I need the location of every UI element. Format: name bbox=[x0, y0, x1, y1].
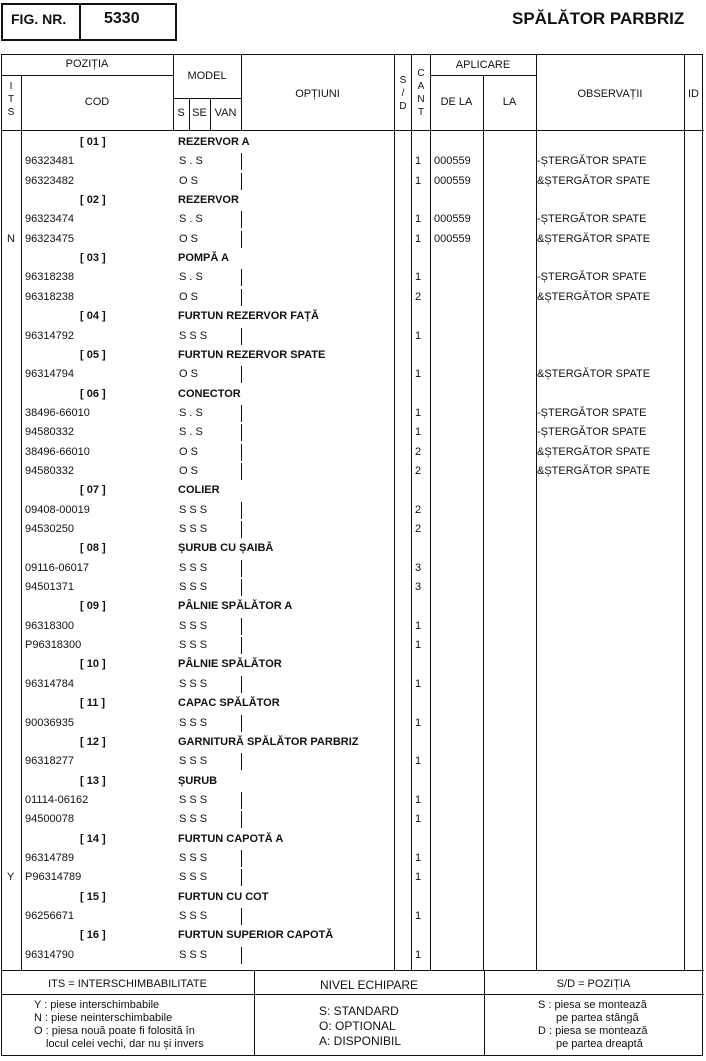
col-line-la-right bbox=[536, 54, 537, 970]
col-line-dela-right bbox=[483, 75, 484, 970]
group-position: [ 05 ] bbox=[80, 349, 106, 361]
part-code: 96323482 bbox=[25, 175, 74, 187]
header-pozitia: POZIȚIA bbox=[65, 58, 109, 70]
header-la: LA bbox=[502, 96, 517, 108]
model-tick bbox=[241, 269, 242, 286]
applies-from: 000559 bbox=[434, 175, 471, 187]
remark: &ȘTERGĂTOR SPATE bbox=[537, 465, 651, 477]
quantity: 3 bbox=[415, 581, 422, 593]
group-position: [ 02 ] bbox=[80, 194, 106, 206]
model-availability: S S S bbox=[179, 639, 208, 651]
quantity: 1 bbox=[415, 717, 422, 729]
header-its-i: I bbox=[9, 81, 13, 92]
model-availability: S . S bbox=[179, 426, 203, 438]
remark: -ȘTERGĂTOR SPATE bbox=[537, 213, 647, 225]
model-availability: S S S bbox=[179, 717, 208, 729]
group-position: [ 08 ] bbox=[80, 542, 106, 554]
model-tick bbox=[241, 947, 242, 964]
applies-from: 000559 bbox=[434, 233, 471, 245]
group-name: FURTUN REZERVOR SPATE bbox=[178, 349, 326, 361]
group-position: [ 13 ] bbox=[80, 775, 106, 787]
remark: &ȘTERGĂTOR SPATE bbox=[537, 291, 651, 303]
model-tick bbox=[241, 908, 242, 925]
model-tick bbox=[241, 424, 242, 441]
part-code: 94500078 bbox=[25, 813, 74, 825]
header-cod: COD bbox=[84, 96, 110, 108]
quantity: 1 bbox=[415, 368, 422, 380]
col-line-obs-right bbox=[684, 54, 685, 970]
col-line-cant-right bbox=[430, 54, 431, 970]
quantity: 1 bbox=[415, 620, 422, 632]
footer-its-line-4: locul celei vechi, dar nu și invers bbox=[46, 1038, 204, 1050]
model-tick bbox=[241, 579, 242, 596]
group-name: COLIER bbox=[178, 484, 220, 496]
model-availability: S S S bbox=[179, 678, 208, 690]
quantity: 1 bbox=[415, 213, 422, 225]
remark: &ȘTERGĂTOR SPATE bbox=[537, 446, 651, 458]
group-name: CONECTOR bbox=[178, 388, 241, 400]
header-its-s: S bbox=[7, 107, 15, 118]
group-position: [ 15 ] bbox=[80, 891, 106, 903]
quantity: 1 bbox=[415, 155, 422, 167]
part-code: 94530250 bbox=[25, 523, 74, 535]
part-code: 90036935 bbox=[25, 717, 74, 729]
quantity: 3 bbox=[415, 562, 422, 574]
quantity: 1 bbox=[415, 639, 422, 651]
col-line-sd-left bbox=[394, 54, 395, 970]
header-sd-slash: / bbox=[401, 88, 405, 99]
header-sub-line-model bbox=[173, 98, 241, 99]
model-tick bbox=[241, 850, 242, 867]
part-code: 94580332 bbox=[25, 426, 74, 438]
quantity: 1 bbox=[415, 271, 422, 283]
part-code: 96318277 bbox=[25, 755, 74, 767]
page-title: SPĂLĂTOR PARBRIZ bbox=[512, 9, 685, 28]
model-availability: S . S bbox=[179, 271, 203, 283]
part-code: 01114-06162 bbox=[25, 794, 89, 806]
quantity: 1 bbox=[415, 794, 422, 806]
group-name: FURTUN CU COT bbox=[178, 891, 269, 903]
model-availability: S S S bbox=[179, 523, 208, 535]
model-availability: S S S bbox=[179, 871, 208, 883]
model-availability: S S S bbox=[179, 794, 208, 806]
group-name: CAPAC SPĂLĂTOR bbox=[178, 697, 280, 709]
quantity: 2 bbox=[415, 465, 422, 477]
fig-box-divider bbox=[79, 3, 81, 41]
model-tick bbox=[241, 618, 242, 635]
footer-its-line-1: Y : piese interschimbabile bbox=[34, 999, 160, 1011]
model-tick bbox=[241, 211, 242, 228]
quantity: 1 bbox=[415, 330, 422, 342]
model-availability: S . S bbox=[179, 407, 203, 419]
part-code: 96314792 bbox=[25, 330, 74, 342]
group-position: [ 09 ] bbox=[80, 600, 106, 612]
model-availability: S S S bbox=[179, 910, 208, 922]
col-line-its bbox=[21, 75, 22, 970]
remark: -ȘTERGĂTOR SPATE bbox=[537, 155, 647, 167]
model-availability: O S bbox=[179, 233, 198, 245]
group-position: [ 03 ] bbox=[80, 252, 106, 264]
part-code: 96314784 bbox=[25, 678, 74, 690]
group-position: [ 06 ] bbox=[80, 388, 106, 400]
footer-sd-line-3: D : piesa se montează bbox=[538, 1025, 648, 1037]
footer-sd-line-4: pe partea dreaptă bbox=[556, 1038, 643, 1050]
part-code: 09408-00019 bbox=[25, 504, 90, 516]
model-availability: S S S bbox=[179, 581, 208, 593]
footer-sd-line-1: S : piesa se montează bbox=[538, 999, 647, 1011]
model-tick bbox=[241, 289, 242, 306]
model-tick bbox=[241, 173, 242, 190]
header-model-se: SE bbox=[192, 107, 207, 119]
part-code: 94580332 bbox=[25, 465, 74, 477]
group-name: FURTUN SUPERIOR CAPOTĂ bbox=[178, 929, 334, 941]
model-availability: S S S bbox=[179, 755, 208, 767]
model-tick bbox=[241, 405, 242, 422]
footer-nivel-line-3: A: DISPONIBIL bbox=[319, 1034, 402, 1048]
header-bottom-line bbox=[1, 130, 704, 131]
model-availability: S S S bbox=[179, 949, 208, 961]
model-availability: O S bbox=[179, 291, 198, 303]
model-availability: S S S bbox=[179, 504, 208, 516]
part-code: 96314794 bbox=[25, 368, 74, 380]
model-tick bbox=[241, 560, 242, 577]
model-availability: O S bbox=[179, 446, 198, 458]
quantity: 1 bbox=[415, 175, 422, 187]
quantity: 1 bbox=[415, 871, 422, 883]
group-name: PÂLNIE SPĂLĂTOR bbox=[178, 658, 282, 670]
model-availability: S S S bbox=[179, 852, 208, 864]
header-its-t: T bbox=[7, 94, 15, 105]
quantity: 1 bbox=[415, 426, 422, 438]
group-position: [ 16 ] bbox=[80, 929, 106, 941]
model-availability: S . S bbox=[179, 213, 203, 225]
part-code: 96318238 bbox=[25, 271, 74, 283]
header-cant-t: T bbox=[417, 107, 425, 118]
col-line-sd-right bbox=[411, 54, 412, 970]
quantity: 2 bbox=[415, 291, 422, 303]
header-optiuni: OPȚIUNI bbox=[295, 88, 340, 100]
model-tick bbox=[241, 637, 242, 654]
model-availability: S S S bbox=[179, 620, 208, 632]
footer-top-line bbox=[1, 970, 704, 971]
footer-its-line-3: O : piesa nouă poate fi folosită în bbox=[34, 1025, 195, 1037]
model-tick bbox=[241, 869, 242, 886]
model-tick bbox=[241, 231, 242, 248]
remark: -ȘTERGĂTOR SPATE bbox=[537, 271, 647, 283]
header-de-la: DE LA bbox=[440, 96, 473, 108]
its-flag: N bbox=[7, 233, 15, 245]
fig-number: 5330 bbox=[104, 10, 140, 27]
group-position: [ 11 ] bbox=[80, 697, 106, 709]
quantity: 1 bbox=[415, 407, 422, 419]
quantity: 2 bbox=[415, 523, 422, 535]
remark: -ȘTERGĂTOR SPATE bbox=[537, 407, 647, 419]
footer-its-title: ITS = INTERSCHIMBABILITATE bbox=[48, 978, 207, 990]
model-tick bbox=[241, 328, 242, 345]
model-tick bbox=[241, 811, 242, 828]
quantity: 2 bbox=[415, 504, 422, 516]
quantity: 1 bbox=[415, 949, 422, 961]
part-code: P96318300 bbox=[25, 639, 82, 651]
model-availability: O S bbox=[179, 175, 198, 187]
remark: &ȘTERGĂTOR SPATE bbox=[537, 368, 651, 380]
part-code: 96323474 bbox=[25, 213, 74, 225]
header-sd-d: D bbox=[399, 101, 407, 112]
group-position: [ 10 ] bbox=[80, 658, 106, 670]
header-aplicare: APLICARE bbox=[455, 59, 511, 71]
part-code: 96318300 bbox=[25, 620, 74, 632]
header-cant-a: A bbox=[417, 81, 425, 92]
its-flag: Y bbox=[7, 871, 15, 883]
part-code: 96323475 bbox=[25, 233, 74, 245]
part-code: 96314790 bbox=[25, 949, 74, 961]
part-code: 38496-66010 bbox=[25, 407, 90, 419]
model-tick bbox=[241, 444, 242, 461]
model-tick bbox=[241, 753, 242, 770]
group-name: POMPĂ A bbox=[178, 252, 229, 264]
model-availability: S S S bbox=[179, 813, 208, 825]
group-position: [ 07 ] bbox=[80, 484, 106, 496]
part-code: 38496-66010 bbox=[25, 446, 90, 458]
quantity: 1 bbox=[415, 233, 422, 245]
part-code: 96318238 bbox=[25, 291, 74, 303]
group-name: FURTUN CAPOTĂ A bbox=[178, 833, 284, 845]
footer-sd-title: S/D = POZIȚIA bbox=[556, 978, 631, 990]
model-tick bbox=[241, 792, 242, 809]
header-model-s: S bbox=[177, 107, 185, 119]
group-position: [ 14 ] bbox=[80, 833, 106, 845]
footer-title-line bbox=[1, 994, 704, 995]
part-code: P96314789 bbox=[25, 871, 82, 883]
header-sub-line-pozitia bbox=[1, 75, 173, 76]
header-model-van: VAN bbox=[214, 107, 237, 119]
group-name: REZERVOR A bbox=[178, 136, 250, 148]
model-tick bbox=[241, 502, 242, 519]
applies-from: 000559 bbox=[434, 155, 471, 167]
quantity: 1 bbox=[415, 852, 422, 864]
header-observatii: OBSERVAȚII bbox=[577, 88, 643, 100]
part-code: 09116-06017 bbox=[25, 562, 90, 574]
footer-nivel-line-1: S: STANDARD bbox=[319, 1004, 399, 1018]
fig-label: FIG. NR. bbox=[11, 11, 67, 27]
footer-nivel-line-2: O: OPTIONAL bbox=[319, 1019, 396, 1033]
header-cant-c: C bbox=[417, 68, 425, 79]
header-id: ID bbox=[688, 88, 699, 100]
remark: &ȘTERGĂTOR SPATE bbox=[537, 175, 651, 187]
part-code: 96256671 bbox=[25, 910, 74, 922]
quantity: 1 bbox=[415, 910, 422, 922]
quantity: 1 bbox=[415, 755, 422, 767]
model-availability: S . S bbox=[179, 155, 203, 167]
header-cant-n: N bbox=[417, 94, 425, 105]
group-position: [ 12 ] bbox=[80, 736, 106, 748]
part-code: 94501371 bbox=[25, 581, 74, 593]
model-availability: S S S bbox=[179, 330, 208, 342]
parts-table bbox=[1, 54, 703, 1056]
footer-its-line-2: N : piese neinterschimbabile bbox=[34, 1012, 173, 1024]
footer-sd-line-2: pe partea stângă bbox=[556, 1012, 639, 1024]
remark: &ȘTERGĂTOR SPATE bbox=[537, 233, 651, 245]
model-availability: O S bbox=[179, 465, 198, 477]
quantity: 1 bbox=[415, 813, 422, 825]
group-name: ȘURUB CU ȘAIBĂ bbox=[178, 542, 274, 554]
part-code: 96323481 bbox=[25, 155, 74, 167]
group-name: GARNITURĂ SPĂLĂTOR PARBRIZ bbox=[178, 736, 359, 748]
applies-from: 000559 bbox=[434, 213, 471, 225]
model-availability: S S S bbox=[179, 562, 208, 574]
group-position: [ 04 ] bbox=[80, 310, 106, 322]
model-tick bbox=[241, 153, 242, 170]
group-position: [ 01 ] bbox=[80, 136, 106, 148]
model-tick bbox=[241, 366, 242, 383]
model-tick bbox=[241, 676, 242, 693]
header-sd-s: S bbox=[399, 75, 407, 86]
model-tick bbox=[241, 715, 242, 732]
group-name: ȘURUB bbox=[178, 775, 218, 787]
model-tick bbox=[241, 521, 242, 538]
group-name: PÂLNIE SPĂLĂTOR A bbox=[178, 600, 293, 612]
group-name: REZERVOR bbox=[178, 194, 239, 206]
quantity: 2 bbox=[415, 446, 422, 458]
quantity: 1 bbox=[415, 678, 422, 690]
footer-nivel-title: NIVEL ECHIPARE bbox=[319, 978, 419, 992]
group-name: FURTUN REZERVOR FAȚĂ bbox=[178, 310, 319, 322]
model-tick bbox=[241, 463, 242, 480]
part-code: 96314789 bbox=[25, 852, 74, 864]
header-model: MODEL bbox=[187, 70, 227, 82]
model-availability: O S bbox=[179, 368, 198, 380]
remark: -ȘTERGĂTOR SPATE bbox=[537, 426, 647, 438]
